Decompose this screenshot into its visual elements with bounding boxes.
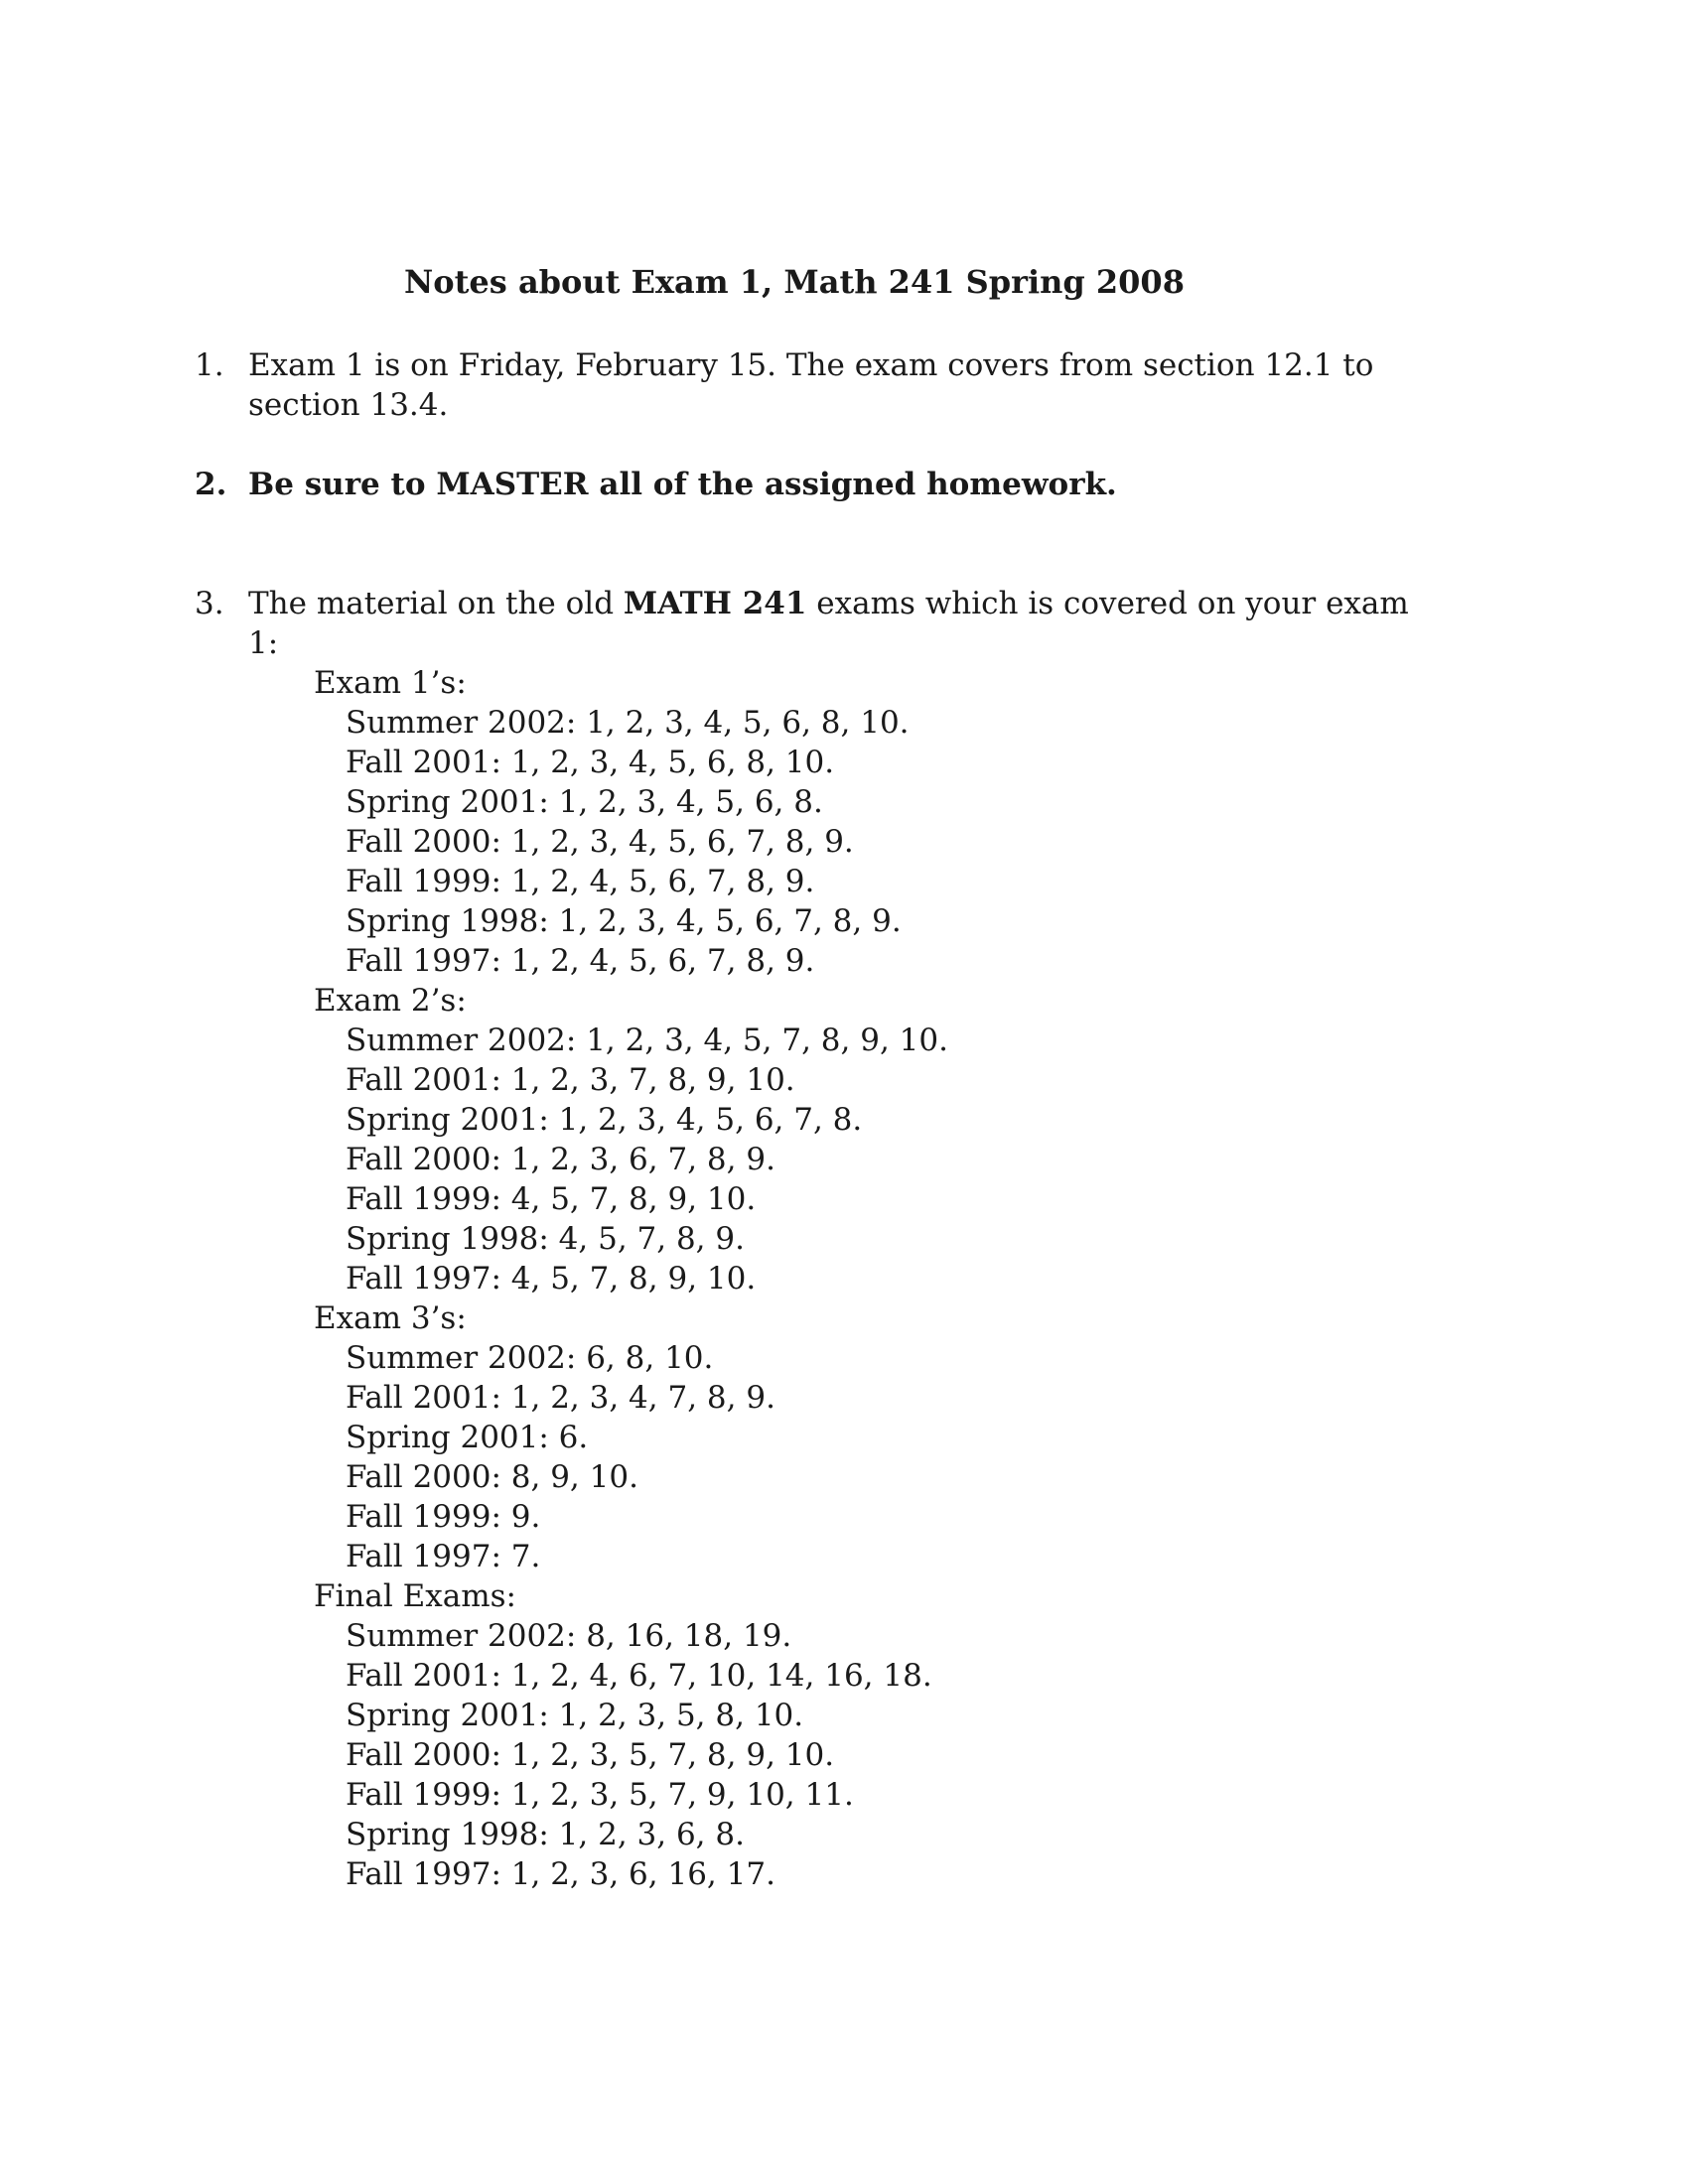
exam-entry: Spring 2001: 1, 2, 3, 4, 5, 6, 7, 8. [346, 1102, 863, 1138]
exam-entry: Fall 1997: 1, 2, 3, 6, 16, 17. [346, 1856, 775, 1892]
exam-entry: Summer 2002: 8, 16, 18, 19. [346, 1618, 792, 1654]
exam-group-3 [314, 1298, 1436, 1576]
exam-group-2 [314, 981, 1436, 1298]
exam-entry: Spring 2001: 1, 2, 3, 4, 5, 6, 8. [346, 784, 823, 820]
exam-entry: Fall 2001: 1, 2, 3, 7, 8, 9, 10. [346, 1062, 795, 1098]
exam-entry: Spring 1998: 1, 2, 3, 4, 5, 6, 7, 8, 9. [346, 903, 902, 939]
group-title: Exam 2’s: [314, 983, 467, 1019]
list-item-text: Be sure to MASTER all of the assigned homework. [248, 467, 1117, 502]
list-item-number: 3. [195, 586, 224, 621]
exam-entry: Fall 1999: 4, 5, 7, 8, 9, 10. [346, 1181, 757, 1217]
exam-entry: Fall 2000: 1, 2, 3, 6, 7, 8, 9. [346, 1142, 775, 1177]
exam-entry: Spring 1998: 1, 2, 3, 6, 8. [346, 1817, 745, 1852]
exam-entry: Spring 1998: 4, 5, 7, 8, 9. [346, 1221, 745, 1257]
exam-entry: Fall 2001: 1, 2, 4, 6, 7, 10, 14, 16, 18. [346, 1658, 932, 1694]
exam-group-1 [314, 663, 1436, 981]
exam-entry: Fall 1997: 1, 2, 4, 5, 6, 7, 8, 9. [346, 943, 815, 979]
exam-entry: Fall 2000: 8, 9, 10. [346, 1459, 638, 1495]
list-item-text [248, 584, 1436, 663]
list-item-1 [195, 345, 1436, 425]
exam-entry: Spring 2001: 1, 2, 3, 5, 8, 10. [346, 1698, 804, 1733]
exam-entry: Fall 1999: 1, 2, 4, 5, 6, 7, 8, 9. [346, 864, 815, 899]
exam-entry: Spring 2001: 6. [346, 1420, 589, 1455]
list-item-number: 1. [195, 347, 224, 383]
exam-entry: Summer 2002: 6, 8, 10. [346, 1340, 714, 1376]
group-title: Exam 1’s: [314, 665, 467, 701]
exam-entry: Summer 2002: 1, 2, 3, 4, 5, 7, 8, 9, 10. [346, 1023, 948, 1058]
exam-entry: Fall 2001: 1, 2, 3, 4, 7, 8, 9. [346, 1380, 775, 1416]
list-item-number: 2. [195, 467, 227, 502]
exam-entry: Summer 2002: 1, 2, 3, 4, 5, 6, 8, 10. [346, 705, 910, 741]
exam-group-final [314, 1576, 1436, 1894]
group-title: Final Exams: [314, 1578, 516, 1614]
exam-entry: Fall 1997: 7. [346, 1539, 541, 1574]
list-item-3 [195, 584, 1436, 1894]
page-title: Notes about Exam 1, Math 241 Spring 2008 [404, 263, 1185, 301]
group-title: Exam 3’s: [314, 1300, 467, 1336]
list-item-2 [195, 465, 1436, 504]
list-item-text: Exam 1 is on Friday, February 15. The exam covers from section 12.1 to section 13.4. [248, 347, 1374, 423]
course-name: MATH 241 [623, 586, 807, 621]
exam-entry: Fall 2001: 1, 2, 3, 4, 5, 6, 8, 10. [346, 745, 835, 780]
exam-entry: Fall 2000: 1, 2, 3, 5, 7, 8, 9, 10. [346, 1737, 835, 1773]
exam-entry: Fall 2000: 1, 2, 3, 4, 5, 6, 7, 8, 9. [346, 824, 854, 860]
exam-entry: Fall 1997: 4, 5, 7, 8, 9, 10. [346, 1261, 757, 1297]
text-before: The material on the old [248, 586, 624, 621]
list-item-body [248, 584, 1436, 1894]
exam-entry: Fall 1999: 1, 2, 3, 5, 7, 9, 10, 11. [346, 1777, 854, 1813]
exam-entry: Fall 1999: 9. [346, 1499, 541, 1535]
text-after: exams which is covered on your exam 1: [248, 586, 1409, 661]
